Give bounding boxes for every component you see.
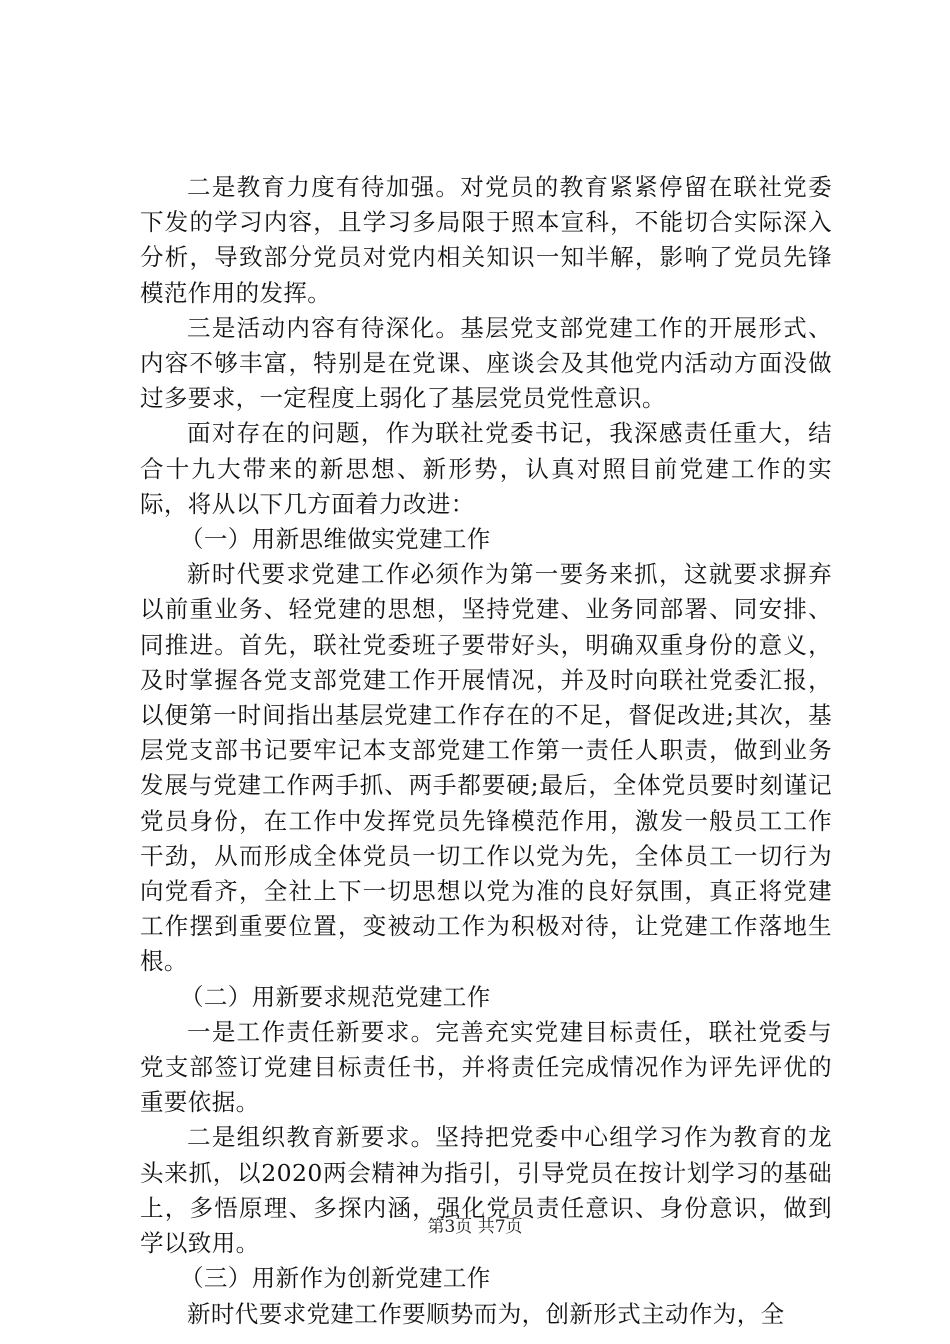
paragraph-activities: 三是活动内容有待深化。基层党支部党建工作的开展形式、内容不够丰富，特别是在党课、座谈会及其他党内活动方面没做过多要求，一定程度上弱化了基层党员党性意识。	[140, 313, 832, 413]
paragraph-new-action: 新时代要求党建工作要顺势而为，创新形式主动作为，全	[187, 1299, 785, 1328]
section-heading-3: （三）用新作为创新党建工作	[180, 1264, 491, 1293]
paragraph-new-thinking: 新时代要求党建工作必须作为第一要务来抓，这就要求摒弃以前重业务、轻党建的思想，坚持党建、业务同部署、同安排、同推进。首先，联社党委班子要带好头，明确双重身份的意义，及时掌握各党支部党建工作开展情况，并及时向联社党委汇报，以便第一时间指出基层党建工作存在的不足，督促改进;其次，基层党支部书记要牢记本支部党建工作第一责任人职责，做到业务发展与党建工作两手抓、两手都要硬;最后，全体党员要时刻谨记党员身份，在工作中发挥党员先锋模范作用，激发一般员工工作干劲，从而形成全体党员一切工作以党为先，全体员工一切行为向党看齐，全社上下一切思想以党为准的良好氛围，真正将党建工作摆到重要位置，变被动工作为积极对待，让党建工作落地生根。	[140, 560, 832, 976]
page-footer: 第3页 共7页	[427, 1217, 523, 1237]
paragraph-organization-education: 二是组织教育新要求。坚持把党委中心组学习作为教育的龙头来抓，以2020两会精神为指引，引导党员在按计划学习的基础上，多悟原理、多探内涵，强化党员责任意识、身份意识，做到学以致用。	[140, 1123, 832, 1258]
section-heading-2: （二）用新要求规范党建工作	[180, 982, 491, 1011]
paragraph-education: 二是教育力度有待加强。对党员的教育紧紧停留在联社党委下发的学习内容，且学习多局限于照本宣科，不能切合实际深入分析，导致部分党员对党内相关知识一知半解，影响了党员先锋模范作用的发挥。	[140, 173, 832, 307]
paragraph-improvement-intro: 面对存在的问题，作为联社党委书记，我深感责任重大，结合十九大带来的新思想、新形势，认真对照目前党建工作的实际，将从以下几方面着力改进：	[140, 419, 832, 518]
document-body	[140, 170, 832, 1332]
section-heading-1: （一）用新思维做实党建工作	[180, 525, 491, 554]
paragraph-work-responsibility: 一是工作责任新要求。完善充实党建目标责任，联社党委与党支部签订党建目标责任书，并将责任完成情况作为评先评优的重要依据。	[140, 1017, 832, 1117]
